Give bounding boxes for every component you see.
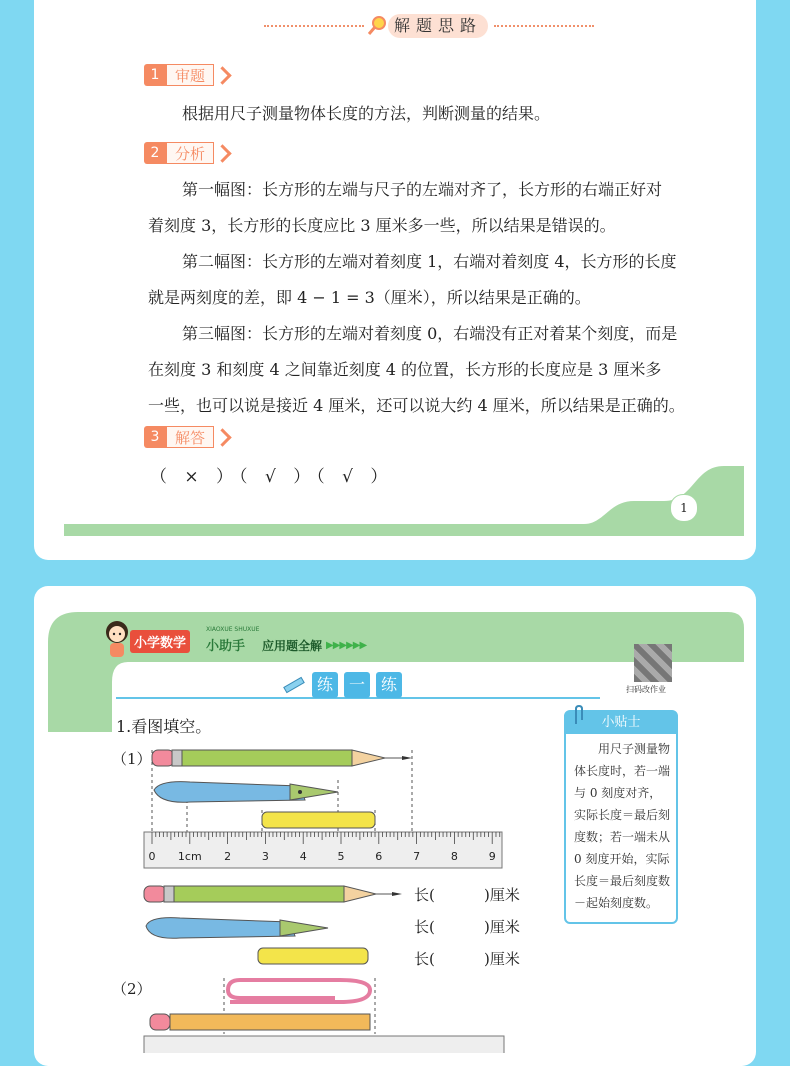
analysis-line: 第二幅图：长方形的左端对着刻度 1，右端对着刻度 4，长方形的长度 [182,252,677,271]
shenti-text: 根据用尺子测量物体长度的方法，判断测量的结果。 [182,104,551,123]
paperclip-icon [228,980,370,1002]
ruler-label: 7 [413,850,421,863]
ruler-label: 9 [488,850,496,863]
brand-main: 小学数学 [130,630,190,653]
girl-mascot-icon [102,618,132,662]
qr-code[interactable] [634,644,672,682]
practice-char: 一 [344,672,370,698]
step-number: 2 [144,142,166,164]
step-number: 3 [144,426,166,448]
analysis-line: 就是两刻度的差，即 4 − 1 = 3（厘米），所以结果是正确的。 [148,288,591,307]
practice-chars [312,672,402,698]
yellow-bar [258,948,368,964]
answer-blank[interactable]: )厘米 [484,886,520,904]
analysis-line: 在刻度 3 和刻度 4 之间靠近刻度 4 的位置，长方形的长度应是 3 厘米多 [148,360,662,379]
analysis-line: 一些，也可以说是接近 4 厘米，还可以说大约 4 厘米，所以结果是正确的。 [148,396,685,415]
ruler-label: 2 [224,850,232,863]
pencil-icon [150,1014,370,1030]
step-number: 1 [144,64,166,86]
ruler-label: 3 [261,850,269,863]
page-number: 1 [670,494,698,522]
brand-helper: 小助手 [206,639,246,654]
chevron-right-icon [213,428,231,446]
answer-blank[interactable]: )厘米 [484,918,520,936]
answer-row: 长( )厘米 [414,886,520,904]
analysis-line: 第一幅图：长方形的左端与尺子的左端对齐了，长方形的右端正好对 [182,180,663,199]
analysis-text [148,172,718,424]
arrow-chevrons-icon: ▶▶▶▶▶▶ [326,639,367,651]
pencil-icon [152,750,412,766]
fountain-pen-icon [146,918,328,939]
figure-2 [140,974,520,1053]
fountain-pen-icon [154,782,338,803]
answer-text: （ × ）（ √ ）（ √ ） [150,467,394,487]
paperclip-icon [572,704,586,726]
ruler-label: 8 [450,850,458,863]
step-2-tag [144,142,229,164]
step-label: 解答 [166,426,214,448]
subtitle-banner [262,636,366,654]
analysis-line: 着刻度 3，长方形的长度应比 3 厘米多一些，所以结果是错误的。 [148,216,616,235]
brand-logo [102,618,272,662]
part-1-label: （1） [112,750,152,768]
solution-card [34,0,756,560]
tip-text: 用尺子测量物体长度时，若一端与 0 刻度对齐，实际长度＝最后刻度数；若一端未从 0 刻度开始，实际长度＝最后刻度数－起始刻度数。 [574,742,671,910]
ruler-label: 4 [299,850,307,863]
figure-1-objects [140,880,420,970]
answer-row: 长( )厘米 [414,950,520,968]
ruler-label: 0 [148,850,156,863]
ruler-label: 1cm [177,850,202,863]
header [264,14,594,38]
ruler [144,1036,504,1053]
answer-blank[interactable]: )厘米 [484,950,520,968]
pencil-icon [144,886,402,902]
chevron-right-icon [213,66,231,84]
footer-wave [64,466,744,536]
ruler-label: 5 [337,850,345,863]
ruler-label: 6 [375,850,383,863]
practice-char: 练 [376,672,402,698]
step-label: 分析 [166,142,214,164]
step-label: 审题 [166,64,214,86]
ruler [144,832,502,868]
header-title: 解题思路 [388,14,488,38]
answer-rows [414,884,564,980]
step-1-tag [144,64,229,86]
answer-row: 长( )厘米 [414,918,520,936]
brand-pinyin: XIAOXUE SHUXUE [206,626,260,633]
analysis-line: 第三幅图：长方形的左端对着刻度 0，右端没有正对着某个刻度，而是 [182,324,678,343]
magnifier-icon [366,14,388,36]
header-left-dots [264,25,364,27]
practice-char: 练 [312,672,338,698]
question-text: 1.看图填空。 [116,717,212,736]
pencil-icon [282,672,310,698]
tip-box [564,710,678,924]
chevron-right-icon [213,144,231,162]
practice-title [116,672,600,702]
subtitle-text: 应用题全解 [262,638,323,653]
qr-label: 扫码改作业 [626,685,666,694]
part-2-label: （2） [112,980,152,998]
tip-title: 小贴士 [566,712,676,734]
header-right-dots [494,25,594,27]
step-3-tag [144,426,229,448]
figure-1 [140,742,510,872]
yellow-bar [262,812,375,828]
